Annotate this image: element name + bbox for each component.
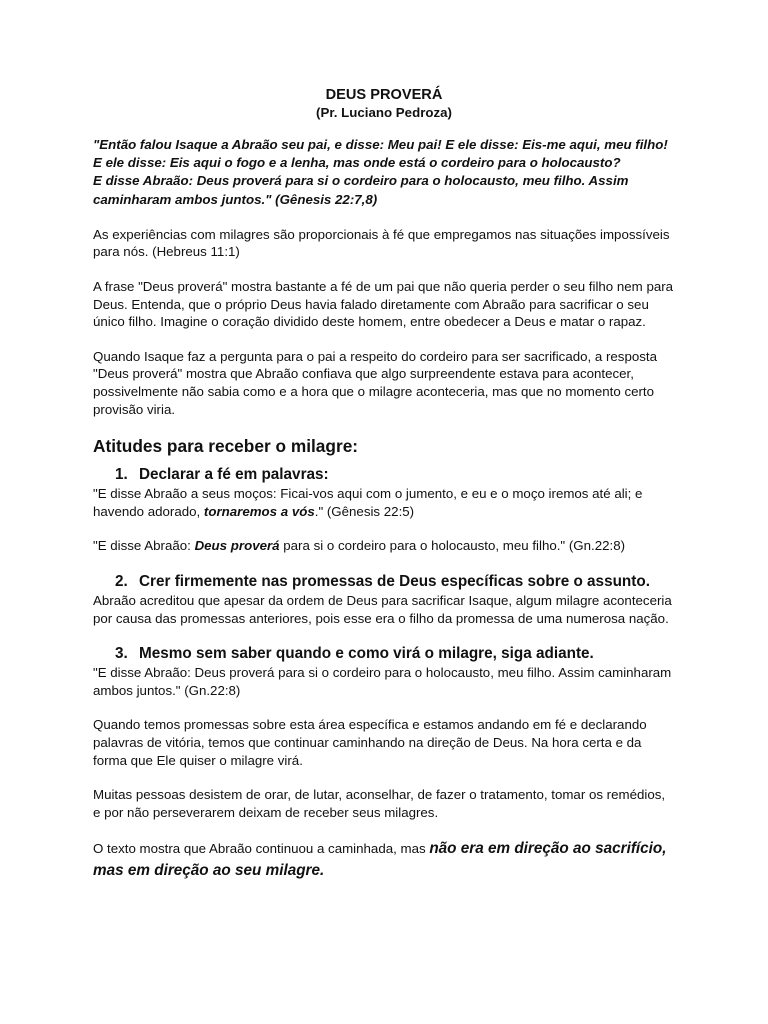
opening-quote-line2: E disse Abraão: Deus proverá para si o cordeiro para o holocausto, meu filho. Assim caminharam ambos juntos." (Gênesis 22:7,8) [93,173,629,207]
item-1-number: 1. [115,466,128,484]
item-3-number: 3. [115,645,128,663]
closing-paragraph-2: Muitas pessoas desistem de orar, de lutar, aconselhar, de fazer o tratamento, tomar os remédios, e por não perseverarem deixam de receber seus milagres. [93,787,666,820]
author-line: (Pr. Luciano Pedroza) [316,105,452,120]
item-3-text: "E disse Abraão: Deus proverá para si o cordeiro para o holocausto, meu filho. Assim caminharam ambos juntos." (Gn.22:8) [93,665,672,698]
item-2-heading [93,572,675,592]
document-title: DEUS PROVERÁ [325,87,443,103]
final-emphasis: não era em direção ao sacrifício, mas em direção ao seu milagre. [93,840,667,880]
paragraph-deus-provera: A frase "Deus proverá" mostra bastante a fé de um pai que não queria perder o seu filho nem para Deus. Entenda, que o próprio Deus havia falado diretamente com Abraão para sacrificar o seu único filho. Imagine o coração dividido deste homem, entre obedecer a Deus e matar o rapaz. [93,279,674,330]
opening-quote-line1: "Então falou Isaque a Abraão seu pai, e disse: Meu pai! E ele disse: Eis-me aqui, meu filho! E ele disse: Eis aqui o fogo e a lenha, mas onde está o cordeiro para o holocausto? [93,137,668,171]
final-paragraph: O texto mostra que Abraão continuou a caminhada, mas não era em direção ao sacrifício, mas em direção ao seu milagre. [93,840,667,880]
item-1-title: Declarar a fé em palavras: [139,466,329,484]
item-1-quote-b-emphasis: Deus proverá [194,538,280,554]
document-page [93,86,675,882]
item-1-quote-b: "E disse Abraão: Deus proverá para si o cordeiro para o holocausto, meu filho." (Gn.22:8) [93,538,626,554]
item-2-text: Abraão acreditou que apesar da ordem de Deus para sacrificar Isaque, algum milagre aconteceria por causa das promessas anteriores, pois esse era o filho da promessa de uma numerosa nação. [93,592,672,626]
item-2-title: Crer firmemente nas promessas de Deus específicas sobre o assunto. [139,572,650,590]
paragraph-faith: As experiências com milagres são proporcionais à fé que empregamos nas situações impossíveis para nós. (Hebreus 11:1) [93,226,670,260]
item-1-quote-a-emphasis: tornaremos a vós [203,503,315,519]
item-3-title: Mesmo sem saber quando e como virá o milagre, siga adiante. [139,645,594,663]
item-1-heading [93,465,675,485]
item-1-quote-a: "E disse Abraão a seus moços: Ficai-vos aqui com o jumento, e eu e o moço iremos até ali; e havendo adorado, tornaremos a vós." (Gênesis 22:5) [93,486,643,519]
item-2-number: 2. [115,572,128,590]
closing-paragraph-1: Quando temos promessas sobre esta área específica e estamos andando em fé e declarando palavras de vitória, temos que continuar caminhando na direção de Deus. Na hora certa e da forma que Ele quiser o milagre virá. [93,717,647,768]
paragraph-isaque-question: Quando Isaque faz a pergunta para o pai a respeito do cordeiro para ser sacrificado, a resposta "Deus proverá" mostra que Abraão confiava que algo surpreendente estava para acontecer, possivelmente não sabia como e a hora que o milagre aconteceria, mas que no momento certo provisão viria. [93,348,657,417]
item-3-heading [93,644,675,664]
section-heading: Atitudes para receber o milagre: [93,436,359,457]
